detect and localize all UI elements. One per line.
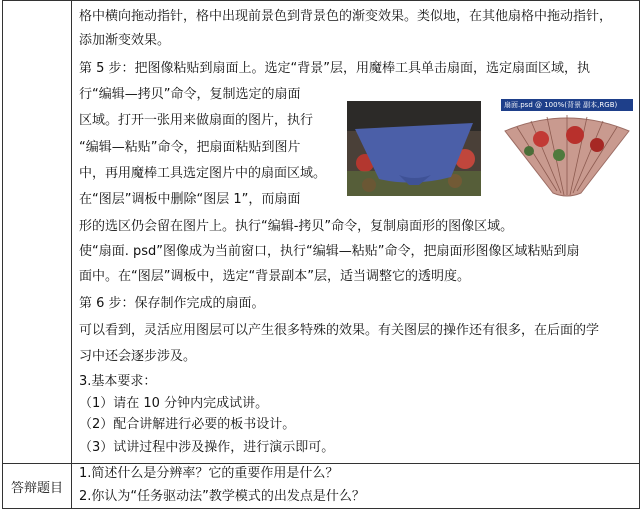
para1-line-1: 格中横向拖动指针，格中出现前景色到背景色的渐变效果。类似地，在其他扇格中拖动指针， xyxy=(79,9,613,24)
requirements-title: 3.基本要求： xyxy=(79,374,157,389)
column-divider xyxy=(71,1,72,508)
defense-label: 答辩题目 xyxy=(10,480,63,496)
requirement-2: （2）配合讲解进行必要的板书设计。 xyxy=(79,417,296,432)
question-2: 2.你认为“任务驱动法”教学模式的出发点是什么？ xyxy=(79,489,365,504)
requirement-3: （3）试讲过程中涉及操作，进行演示即可。 xyxy=(79,440,335,455)
step5-wrap-3: “编辑—粘贴”命令，把扇面粘贴到图片 xyxy=(79,140,301,155)
step5-line-1: 第 5 步：把图像粘贴到扇面上。选定“背景”层，用魔棒工具单击扇面，选定扇面区域，执 xyxy=(79,61,591,76)
fan-photo-svg xyxy=(347,101,481,196)
step5-psd-1: 使“扇面. psd”图像成为当前窗口，执行“编辑—粘贴”命令，把扇面形图像区域粘贴到扇 xyxy=(79,244,580,259)
requirement-1: （1）请在 10 分钟内完成试讲。 xyxy=(79,396,269,411)
fan-result-window xyxy=(501,99,633,199)
step5-psd-2: 面中。在“图层”调板中，选定“背景副本”层，适当调整它的透明度。 xyxy=(79,269,470,284)
question-1: 1.简述什么是分辨率？它的重要作用是什么？ xyxy=(79,466,339,481)
step5-wrap-1: 行“编辑—拷贝”命令，复制选定的扇面 xyxy=(79,87,301,102)
lesson-table xyxy=(2,0,640,509)
step5-wrap-4: 中，再用魔棒工具选定图片中的扇面区域。 xyxy=(79,166,327,181)
summary-line-2: 习中还会逐步涉及。 xyxy=(79,349,197,364)
step5-wrap-2: 区域。打开一张用来做扇面的图片，执行 xyxy=(79,113,314,128)
step5-wrap-5: 在“图层”调板中删除“图层 1”，而扇面 xyxy=(79,192,301,207)
row-divider xyxy=(3,463,639,464)
para1-line-2: 添加渐变效果。 xyxy=(79,33,171,48)
fan-photo-image xyxy=(347,101,481,196)
window-title: 扇面.psd @ 100%(背景 副本,RGB) xyxy=(501,99,633,111)
step5-cont: 形的选区仍会留在图片上。执行“编辑-拷贝”命令，复制扇面形的图像区域。 xyxy=(79,219,514,234)
step6: 第 6 步：保存制作完成的扇面。 xyxy=(79,296,265,311)
fan-result-svg xyxy=(501,111,633,199)
summary-line-1: 可以看到，灵活应用图层可以产生很多特殊的效果。有关图层的操作还有很多，在后面的学 xyxy=(79,323,600,338)
